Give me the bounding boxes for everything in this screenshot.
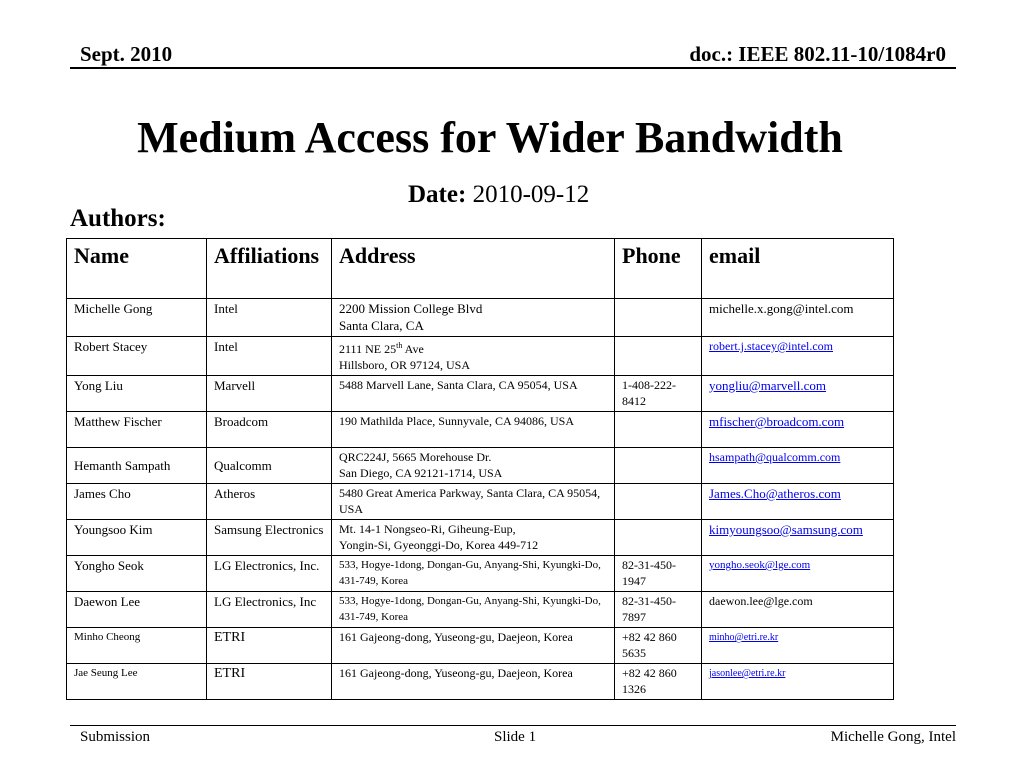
table-row — [67, 337, 894, 376]
author-name: Hemanth Sampath — [67, 448, 207, 484]
author-affiliation: ETRI — [207, 664, 332, 700]
authors-heading: Authors: — [70, 205, 166, 232]
author-address: 533, Hogye-1dong, Dongan-Gu, Anyang-Shi, Kyungki-Do, 431-749, Korea — [332, 592, 615, 628]
author-address: 161 Gajeong-dong, Yuseong-gu, Daejeon, Korea — [332, 628, 615, 664]
author-name: Michelle Gong — [67, 299, 207, 337]
author-phone — [615, 299, 702, 337]
date-line — [408, 181, 589, 209]
author-email — [702, 412, 894, 448]
table-row — [67, 664, 894, 700]
footer-author: Michelle Gong, Intel — [830, 729, 956, 745]
author-email — [702, 299, 894, 337]
email-link[interactable]: robert.j.stacey@intel.com — [709, 339, 834, 353]
author-address: 190 Mathilda Place, Sunnyvale, CA 94086, USA — [332, 412, 615, 448]
email-link[interactable]: jasonlee@etri.re.kr — [709, 668, 786, 679]
email-link[interactable]: yongliu@marvell.com — [709, 378, 827, 393]
author-name: James Cho — [67, 484, 207, 520]
author-address: 5480 Great America Parkway, Santa Clara, CA 95054, USA — [332, 484, 615, 520]
author-address: 5488 Marvell Lane, Santa Clara, CA 95054, USA — [332, 376, 615, 412]
address-line1: 2111 NE 25 — [339, 342, 397, 356]
email-text: daewon.lee@lge.com — [709, 594, 813, 608]
author-affiliation: Broadcom — [207, 412, 332, 448]
footer-submission: Submission — [80, 729, 151, 745]
author-affiliation: ETRI — [207, 628, 332, 664]
author-name: Jae Seung Lee — [67, 664, 207, 700]
author-address: QRC224J, 5665 Morehouse Dr. San Diego, CA 92121-1714, USA — [332, 448, 615, 484]
table-row — [67, 628, 894, 664]
author-email — [702, 592, 894, 628]
author-phone: 82-31-450-1947 — [615, 556, 702, 592]
slide-title: Medium Access for Wider Bandwidth — [137, 113, 843, 162]
author-address: 2200 Mission College Blvd Santa Clara, CA — [332, 299, 615, 337]
author-address: Mt. 14-1 Nongseo-Ri, Giheung-Eup, Yongin-Si, Gyeonggi-Do, Korea 449-712 — [332, 520, 615, 556]
table-row — [67, 592, 894, 628]
author-affiliation: Intel — [207, 299, 332, 337]
table-row — [67, 556, 894, 592]
column-header-phone: Phone — [615, 239, 702, 299]
author-affiliation: LG Electronics, Inc — [207, 592, 332, 628]
email-link[interactable]: minho@etri.re.kr — [709, 632, 779, 643]
footer-divider — [70, 725, 956, 726]
author-phone — [615, 484, 702, 520]
footer-slide-number: Slide 1 — [494, 729, 537, 745]
author-affiliation: LG Electronics, Inc. — [207, 556, 332, 592]
author-phone — [615, 412, 702, 448]
author-name: Yongho Seok — [67, 556, 207, 592]
author-email — [702, 448, 894, 484]
author-email — [702, 484, 894, 520]
author-name: Youngsoo Kim — [67, 520, 207, 556]
address-line1-suffix: Ave — [402, 342, 424, 356]
author-email — [702, 556, 894, 592]
email-link[interactable]: hsampath@qualcomm.com — [709, 450, 841, 464]
author-phone — [615, 337, 702, 376]
address-superscript: th — [396, 341, 403, 350]
author-phone: 82-31-450-7897 — [615, 592, 702, 628]
date-value: 2010-09-12 — [472, 181, 590, 208]
column-header-address: Address — [332, 239, 615, 299]
author-phone — [615, 448, 702, 484]
author-affiliation: Samsung Electronics — [207, 520, 332, 556]
header-doc-id: doc.: IEEE 802.11-10/1084r0 — [689, 42, 946, 66]
table-row — [67, 376, 894, 412]
email-link[interactable]: mfischer@broadcom.com — [709, 414, 845, 429]
authors-table — [66, 238, 894, 700]
author-address: 533, Hogye-1dong, Dongan-Gu, Anyang-Shi, Kyungki-Do, 431-749, Korea — [332, 556, 615, 592]
author-affiliation: Atheros — [207, 484, 332, 520]
column-header-email: email — [702, 239, 894, 299]
header-date: Sept. 2010 — [80, 42, 173, 66]
author-phone: +82 42 860 5635 — [615, 628, 702, 664]
author-email — [702, 376, 894, 412]
address-line2: Hillsboro, OR 97124, USA — [339, 358, 471, 372]
email-link[interactable]: James.Cho@atheros.com — [709, 486, 841, 501]
table-header-row — [67, 239, 894, 299]
author-name: Matthew Fischer — [67, 412, 207, 448]
author-address — [332, 337, 615, 376]
author-name: Minho Cheong — [67, 628, 207, 664]
author-phone — [615, 520, 702, 556]
column-header-affiliations: Affiliations — [207, 239, 332, 299]
table-row — [67, 412, 894, 448]
email-link[interactable]: yongho.seok@lge.com — [709, 559, 811, 571]
author-affiliation: Qualcomm — [207, 448, 332, 484]
table-row — [67, 484, 894, 520]
author-email — [702, 520, 894, 556]
column-header-name: Name — [67, 239, 207, 299]
author-phone: 1-408-222-8412 — [615, 376, 702, 412]
author-name: Robert Stacey — [67, 337, 207, 376]
date-label: Date: — [408, 181, 467, 208]
author-name: Yong Liu — [67, 376, 207, 412]
table-row — [67, 520, 894, 556]
author-email — [702, 337, 894, 376]
email-link[interactable]: kimyoungsoo@samsung.com — [709, 522, 863, 537]
table-row — [67, 299, 894, 337]
email-text: michelle.x.gong@intel.com — [709, 301, 854, 316]
author-affiliation: Marvell — [207, 376, 332, 412]
header-divider — [70, 67, 956, 69]
author-email — [702, 664, 894, 700]
table-row — [67, 448, 894, 484]
author-email — [702, 628, 894, 664]
author-address: 161 Gajeong-dong, Yuseong-gu, Daejeon, Korea — [332, 664, 615, 700]
author-affiliation: Intel — [207, 337, 332, 376]
author-name: Daewon Lee — [67, 592, 207, 628]
author-phone: +82 42 860 1326 — [615, 664, 702, 700]
